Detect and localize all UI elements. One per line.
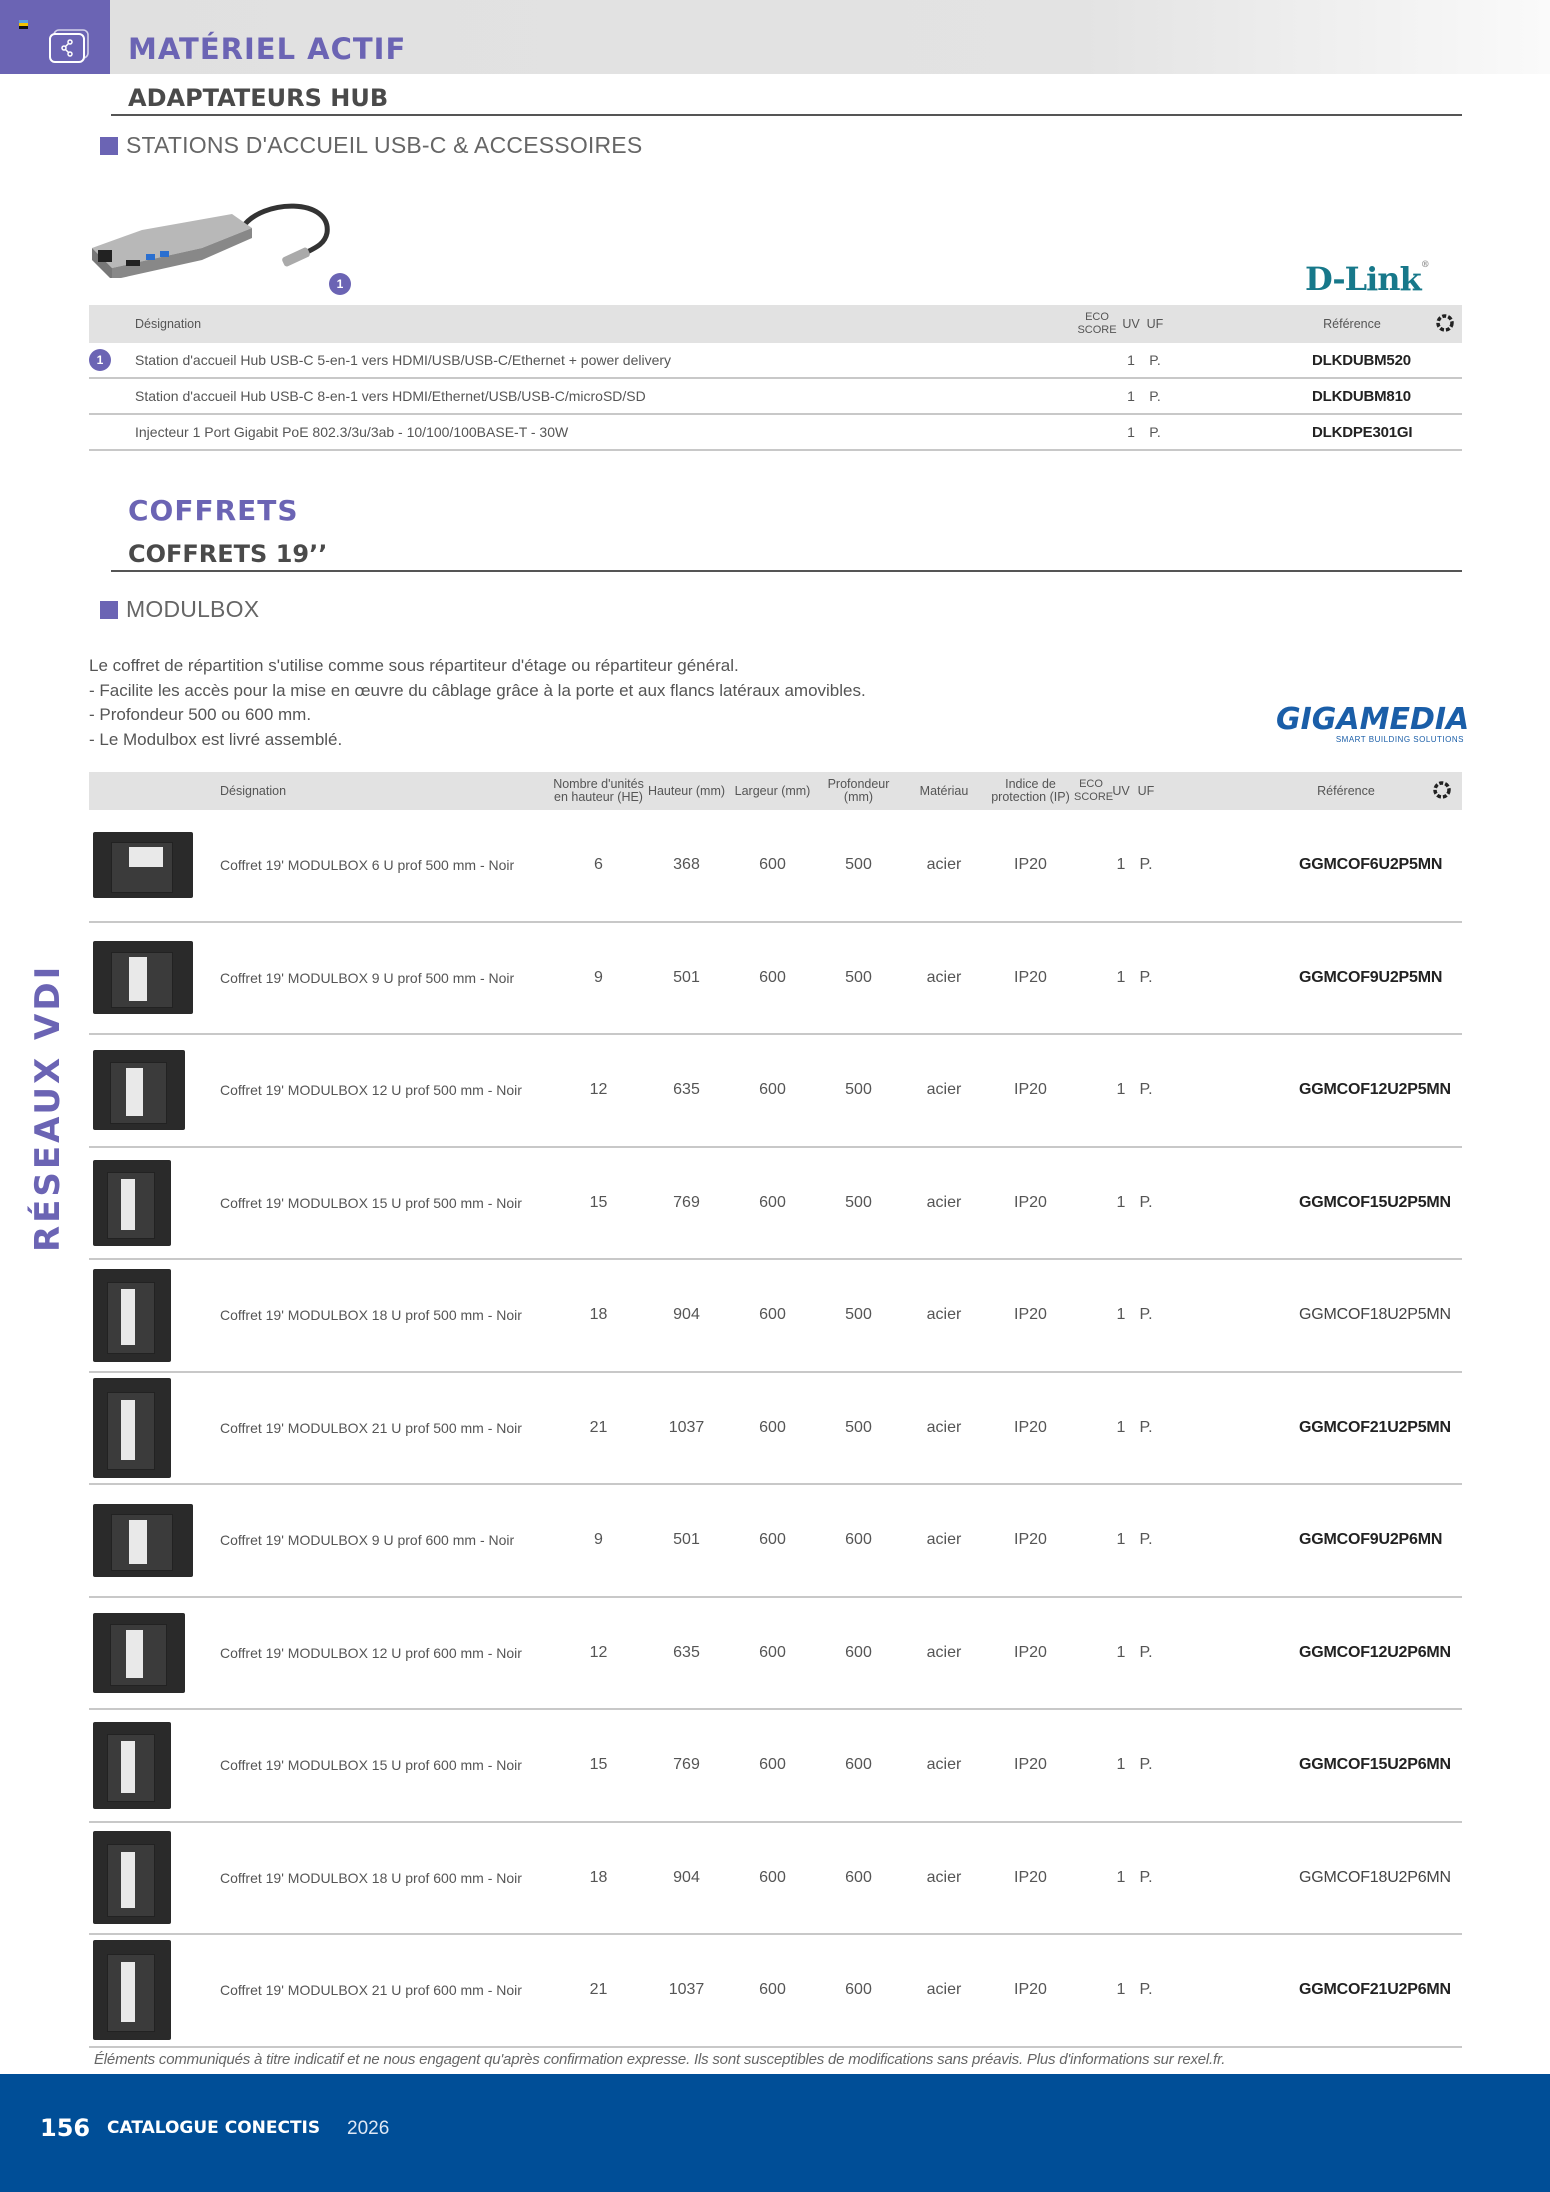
width-mm: 600 xyxy=(759,1643,786,1661)
material: acier xyxy=(926,856,962,874)
ip-rating: IP20 xyxy=(1014,1868,1047,1886)
depth-mm: 600 xyxy=(845,1868,872,1886)
uf: P. xyxy=(1139,1418,1153,1436)
uf: P. xyxy=(1139,1306,1153,1324)
uv: 1 xyxy=(1127,388,1135,404)
reference: GGMCOF9U2P5MN xyxy=(1299,968,1443,986)
ip-rating: IP20 xyxy=(1014,1418,1047,1436)
material: acier xyxy=(926,1081,962,1099)
col-eco-score: ECO SCORE xyxy=(1074,778,1114,803)
col-height: Hauteur (mm) xyxy=(647,783,726,798)
ip-rating: IP20 xyxy=(1014,1081,1047,1099)
table-row[interactable] xyxy=(89,810,1462,923)
material: acier xyxy=(926,1531,962,1549)
table-row[interactable] xyxy=(89,923,1462,1036)
depth-mm: 500 xyxy=(845,968,872,986)
height-mm: 904 xyxy=(673,1306,700,1324)
col-units: Nombre d'unités en hauteur (HE) xyxy=(553,777,644,804)
col-uf: UF xyxy=(1146,316,1164,331)
material: acier xyxy=(926,1981,962,1999)
catalogue-year: 2026 xyxy=(347,2118,390,2139)
uf: P. xyxy=(1139,968,1153,986)
subsection-title-coffrets: COFFRETS 19’’ xyxy=(128,540,328,568)
col-reference: Référence xyxy=(1323,316,1381,331)
category-heading-hub xyxy=(100,132,642,159)
uf: P. xyxy=(1149,388,1161,404)
reference: GGMCOF6U2P5MN xyxy=(1299,856,1443,874)
width-mm: 600 xyxy=(759,1868,786,1886)
uf: P. xyxy=(1139,1531,1153,1549)
reference: GGMCOF18U2P6MN xyxy=(1299,1868,1451,1886)
reference: GGMCOF12U2P6MN xyxy=(1299,1643,1451,1661)
flag-icon xyxy=(19,20,28,29)
uv: 1 xyxy=(1116,1981,1126,1999)
col-width: Largeur (mm) xyxy=(734,783,811,798)
designation: Coffret 19' MODULBOX 18 U prof 500 mm - Noir xyxy=(220,1307,522,1324)
col-depth: Profondeur (mm) xyxy=(827,777,890,804)
ip-rating: IP20 xyxy=(1014,1193,1047,1211)
col-material: Matériau xyxy=(919,783,969,798)
col-uf: UF xyxy=(1137,783,1155,798)
designation: Coffret 19' MODULBOX 18 U prof 600 mm - Noir xyxy=(220,1869,522,1886)
ip-rating: IP20 xyxy=(1014,1756,1047,1774)
eco-icon xyxy=(1422,781,1462,802)
table-row[interactable] xyxy=(89,415,1462,451)
depth-mm: 500 xyxy=(845,1418,872,1436)
designation: Station d'accueil Hub USB-C 8-en-1 vers HDMI/Ethernet/USB/USB-C/microSD/SD xyxy=(135,388,646,404)
uv: 1 xyxy=(1127,424,1135,440)
dlink-logo: D-Link® xyxy=(1305,260,1429,298)
cabinet-product-image xyxy=(93,832,193,898)
product-description: Le coffret de répartition s'utilise comme sous répartiteur d'étage ou répartiteur général. - Facilite les accès pour la mise en œuvre du câblage grâce à la porte et aux flancs latéraux amovibles. - Profondeur 500 ou 600 mm. - Le Modulbox est livré assemblé. xyxy=(89,656,866,749)
table-row[interactable] xyxy=(89,1935,1462,2048)
depth-mm: 500 xyxy=(845,1081,872,1099)
reference: GGMCOF9U2P6MN xyxy=(1299,1531,1443,1549)
reference: GGMCOF12U2P5MN xyxy=(1299,1081,1451,1099)
network-share-icon xyxy=(48,28,92,64)
table-row[interactable] xyxy=(89,1823,1462,1936)
table-row[interactable] xyxy=(89,1260,1462,1373)
designation: Coffret 19' MODULBOX 12 U prof 600 mm - Noir xyxy=(220,1644,522,1661)
width-mm: 600 xyxy=(759,1531,786,1549)
table-row[interactable] xyxy=(89,1373,1462,1486)
uf: P. xyxy=(1139,856,1153,874)
ip-rating: IP20 xyxy=(1014,968,1047,986)
height-mm: 769 xyxy=(673,1193,700,1211)
designation: Coffret 19' MODULBOX 15 U prof 500 mm - Noir xyxy=(220,1194,522,1211)
cabinet-product-image xyxy=(93,1940,171,2040)
uf: P. xyxy=(1149,424,1161,440)
reference: GGMCOF21U2P5MN xyxy=(1299,1418,1451,1436)
table-row[interactable] xyxy=(89,1485,1462,1598)
reference: GGMCOF15U2P5MN xyxy=(1299,1193,1451,1211)
col-designation: Désignation xyxy=(220,783,287,798)
divider xyxy=(111,114,1462,116)
depth-mm: 600 xyxy=(845,1531,872,1549)
material: acier xyxy=(926,1868,962,1886)
uv: 1 xyxy=(1127,352,1135,368)
disclaimer: Éléments communiqués à titre indicatif et ne nous engagent qu'après confirmation expresse. Ils sont susceptibles de modifications sans préavis. Plus d'informations sur rexel.fr. xyxy=(94,2051,1226,2068)
reference: GGMCOF15U2P6MN xyxy=(1299,1756,1451,1774)
units-he: 9 xyxy=(594,1531,603,1549)
units-he: 18 xyxy=(589,1868,608,1886)
subsection-title-hub: ADAPTATEURS HUB xyxy=(128,84,389,112)
units-he: 21 xyxy=(589,1418,608,1436)
catalogue-title: CATALOGUE CONECTIS xyxy=(107,2118,321,2138)
uv: 1 xyxy=(1116,1081,1126,1099)
table-row[interactable] xyxy=(89,1598,1462,1711)
reference: GGMCOF21U2P6MN xyxy=(1299,1981,1451,1999)
ip-rating: IP20 xyxy=(1014,1531,1047,1549)
designation: Coffret 19' MODULBOX 15 U prof 600 mm - Noir xyxy=(220,1757,522,1774)
height-mm: 1037 xyxy=(668,1981,705,1999)
units-he: 15 xyxy=(589,1193,608,1211)
units-he: 6 xyxy=(594,856,603,874)
designation: Coffret 19' MODULBOX 21 U prof 600 mm - Noir xyxy=(220,1982,522,1999)
material: acier xyxy=(926,1756,962,1774)
reference: GGMCOF18U2P5MN xyxy=(1299,1306,1451,1324)
image-badge: 1 xyxy=(329,273,351,295)
side-label: RÉSEAUX VDI xyxy=(28,963,68,1252)
hub-products-table xyxy=(89,305,1462,451)
uv: 1 xyxy=(1116,1531,1126,1549)
width-mm: 600 xyxy=(759,1081,786,1099)
height-mm: 635 xyxy=(673,1081,700,1099)
ip-rating: IP20 xyxy=(1014,1306,1047,1324)
divider xyxy=(111,570,1462,572)
depth-mm: 600 xyxy=(845,1756,872,1774)
width-mm: 600 xyxy=(759,1306,786,1324)
eco-icon xyxy=(1427,314,1462,335)
col-ip: Indice de protection (IP) xyxy=(991,777,1070,804)
cabinet-product-image xyxy=(93,1831,171,1924)
table-row[interactable] xyxy=(89,1710,1462,1823)
material: acier xyxy=(926,1418,962,1436)
height-mm: 501 xyxy=(673,1531,700,1549)
col-reference: Référence xyxy=(1317,783,1375,798)
col-uv: UV xyxy=(1122,316,1140,331)
cabinet-product-image xyxy=(93,1722,171,1809)
depth-mm: 500 xyxy=(845,1306,872,1324)
cabinet-product-image xyxy=(93,941,193,1014)
height-mm: 635 xyxy=(673,1643,700,1661)
designation: Station d'accueil Hub USB-C 5-en-1 vers HDMI/USB/USB-C/Ethernet + power delivery xyxy=(135,352,672,368)
uv: 1 xyxy=(1116,1193,1126,1211)
material: acier xyxy=(926,1643,962,1661)
units-he: 21 xyxy=(589,1981,608,1999)
uf: P. xyxy=(1139,1868,1153,1886)
section-title: MATÉRIEL ACTIF xyxy=(128,32,407,66)
col-designation: Désignation xyxy=(135,316,202,331)
col-uv: UV xyxy=(1112,783,1130,798)
cabinet-product-image xyxy=(93,1160,171,1247)
reference: DLKDPE301GI xyxy=(1312,423,1413,441)
uv: 1 xyxy=(1116,1868,1126,1886)
gigamedia-logo: GIGAMEDIA SMART BUILDING SOLUTIONS xyxy=(1276,702,1470,744)
uv: 1 xyxy=(1116,968,1126,986)
table-row[interactable] xyxy=(89,1035,1462,1148)
units-he: 9 xyxy=(594,968,603,986)
depth-mm: 600 xyxy=(845,1643,872,1661)
uv: 1 xyxy=(1116,856,1126,874)
height-mm: 904 xyxy=(673,1868,700,1886)
table-row[interactable] xyxy=(89,1148,1462,1261)
cabinet-product-image xyxy=(93,1269,171,1362)
cabinet-product-image xyxy=(93,1504,193,1577)
reference: DLKDUBM810 xyxy=(1312,387,1411,405)
table-row[interactable] xyxy=(89,379,1462,415)
height-mm: 368 xyxy=(673,856,700,874)
cabinet-product-image xyxy=(93,1613,185,1693)
section-tab xyxy=(0,0,110,74)
reference: DLKDUBM520 xyxy=(1312,351,1411,369)
category-label: STATIONS D'ACCUEIL USB-C & ACCESSOIRES xyxy=(126,132,643,158)
section-title-coffrets: COFFRETS xyxy=(128,494,299,527)
cabinet-product-image xyxy=(93,1378,171,1478)
designation: Injecteur 1 Port Gigabit PoE 802.3/3u/3ab - 10/100/100BASE-T - 30W xyxy=(135,424,569,440)
units-he: 15 xyxy=(589,1756,608,1774)
designation: Coffret 19' MODULBOX 21 U prof 500 mm - Noir xyxy=(220,1419,522,1436)
units-he: 18 xyxy=(589,1306,608,1324)
table-row[interactable] xyxy=(89,343,1462,379)
table-header xyxy=(89,305,1462,343)
cabinet-product-image xyxy=(93,1050,185,1130)
designation: Coffret 19' MODULBOX 12 U prof 500 mm - Noir xyxy=(220,1082,522,1099)
depth-mm: 600 xyxy=(845,1981,872,1999)
uf: P. xyxy=(1139,1193,1153,1211)
usb-hub-product-image xyxy=(92,188,342,278)
height-mm: 769 xyxy=(673,1756,700,1774)
col-eco-score: ECO SCORE xyxy=(1077,311,1117,336)
width-mm: 600 xyxy=(759,968,786,986)
uv: 1 xyxy=(1116,1756,1126,1774)
ip-rating: IP20 xyxy=(1014,1643,1047,1661)
row-badge: 1 xyxy=(89,349,111,371)
uf: P. xyxy=(1139,1756,1153,1774)
height-mm: 1037 xyxy=(668,1418,705,1436)
category-marker xyxy=(100,137,118,155)
width-mm: 600 xyxy=(759,1756,786,1774)
table-header xyxy=(89,772,1462,810)
uf: P. xyxy=(1139,1643,1153,1661)
uf: P. xyxy=(1139,1081,1153,1099)
width-mm: 600 xyxy=(759,856,786,874)
units-he: 12 xyxy=(589,1643,608,1661)
depth-mm: 500 xyxy=(845,1193,872,1211)
height-mm: 501 xyxy=(673,968,700,986)
category-heading-modulbox xyxy=(100,596,259,623)
page-footer xyxy=(0,2074,1550,2192)
units-he: 12 xyxy=(589,1081,608,1099)
width-mm: 600 xyxy=(759,1418,786,1436)
material: acier xyxy=(926,1193,962,1211)
material: acier xyxy=(926,1306,962,1324)
page-number: 156 xyxy=(40,2114,91,2142)
width-mm: 600 xyxy=(759,1981,786,1999)
uv: 1 xyxy=(1116,1643,1126,1661)
width-mm: 600 xyxy=(759,1193,786,1211)
designation: Coffret 19' MODULBOX 9 U prof 600 mm - Noir xyxy=(220,1532,515,1549)
uv: 1 xyxy=(1116,1418,1126,1436)
ip-rating: IP20 xyxy=(1014,1981,1047,1999)
uf: P. xyxy=(1149,352,1161,368)
designation: Coffret 19' MODULBOX 6 U prof 500 mm - Noir xyxy=(220,857,515,874)
depth-mm: 500 xyxy=(845,856,872,874)
designation: Coffret 19' MODULBOX 9 U prof 500 mm - Noir xyxy=(220,969,515,986)
category-marker xyxy=(100,601,118,619)
ip-rating: IP20 xyxy=(1014,856,1047,874)
uf: P. xyxy=(1139,1981,1153,1999)
category-label: MODULBOX xyxy=(126,596,260,622)
modulbox-products-table xyxy=(89,772,1462,2048)
material: acier xyxy=(926,968,962,986)
uv: 1 xyxy=(1116,1306,1126,1324)
